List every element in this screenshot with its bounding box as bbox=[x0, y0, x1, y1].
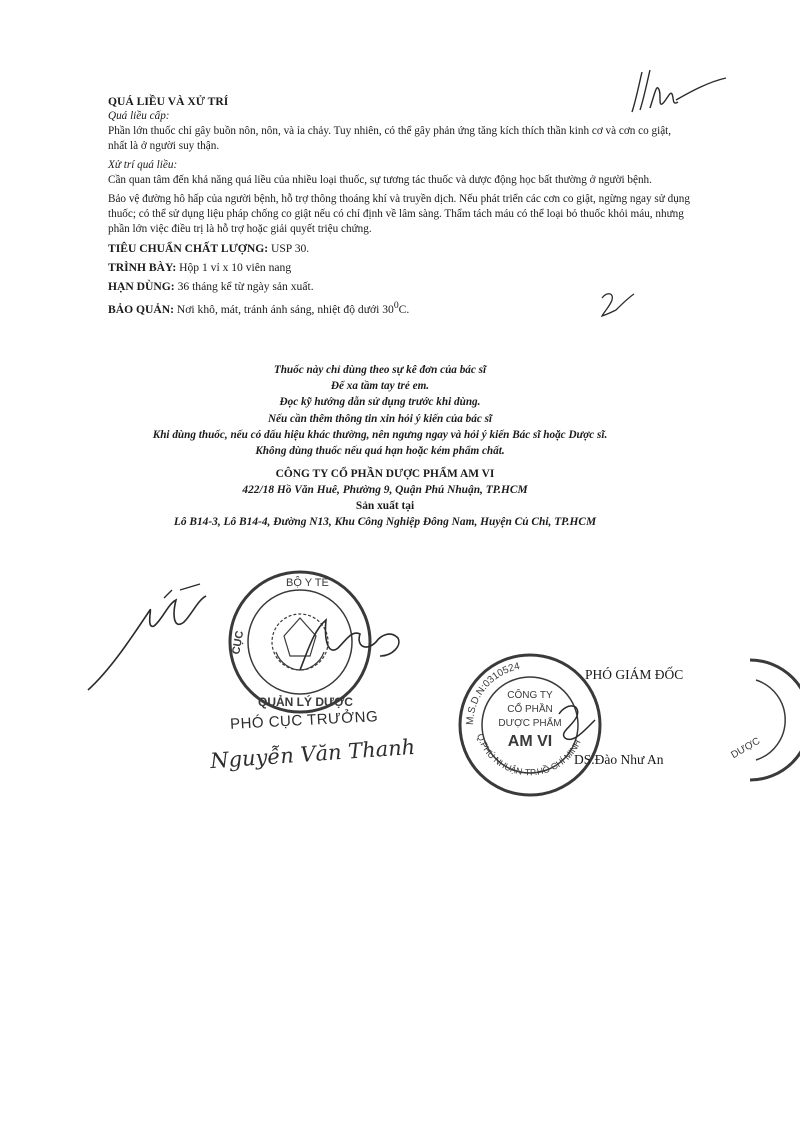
warning-line: Nếu cần thêm thông tin xin hỏi ý kiến của bác sĩ bbox=[267, 412, 493, 425]
warning-line: Thuốc này chỉ dùng theo sự kê đơn của bác sĩ bbox=[273, 364, 487, 376]
shelf-value: 36 tháng kể từ ngày sản xuất. bbox=[174, 280, 314, 293]
overdose-treatment-text-1: Cần quan tâm đến khả năng quá liều của nhiều loại thuốc, sự tương tác thuốc và dược động học bất thường ở người bệnh. bbox=[108, 174, 652, 186]
seal-top-text: BỘ Y TẾ bbox=[286, 577, 329, 589]
company-name: CÔNG TY CỔ PHẦN DƯỢC PHẨM AM VI bbox=[275, 468, 495, 480]
main-content bbox=[108, 94, 693, 321]
left-signer-role: PHÓ CỤC TRƯỞNG bbox=[229, 708, 379, 733]
warnings-block bbox=[100, 362, 660, 459]
factory-address: Lô B14-3, Lô B14-4, Đường N13, Khu Công Nghiệp Đông Nam, Huyện Củ Chi, TP.HCM bbox=[173, 516, 597, 528]
quality-label: TIÊU CHUẨN CHẤT LƯỢNG: bbox=[108, 242, 269, 255]
quality-standard bbox=[108, 241, 693, 256]
pack-value: Hộp 1 vỉ x 10 viên nang bbox=[176, 261, 292, 274]
stamp-line-1: CÔNG TY bbox=[507, 690, 553, 701]
storage-degree: 0 bbox=[393, 300, 399, 311]
warning-line: Để xa tầm tay trẻ em. bbox=[330, 380, 430, 393]
right-signer-name: DS.Đào Như An bbox=[574, 752, 664, 767]
stamp-ring-top-text: M.S.D.N:0310524 bbox=[464, 660, 521, 726]
pack-label: TRÌNH BÀY: bbox=[108, 261, 177, 274]
overdose-treatment-text-2: Bảo vệ đường hô hấp của người bệnh, hỗ trợ thông thoáng khí và truyền dịch. Nếu phát triển các cơn co giật, ngừng ngay sử dụng thuốc; có thể sử dụng liệu pháp chống co giật nếu có chỉ định về lâm sàng. Thẩm tách máu có thể loại bỏ thuốc khỏi máu, nhưng phần lớn việc điều trị là hỗ trợ hoặc giải quyết triệu chứng. bbox=[108, 193, 690, 235]
right-signer-role: PHÓ GIÁM ĐỐC bbox=[585, 667, 684, 682]
edge-partial-stamp bbox=[700, 650, 800, 790]
seal-left-text: CỤC bbox=[230, 629, 247, 656]
warning-line: Đọc kỹ hướng dẫn sử dụng trước khi dùng. bbox=[279, 396, 481, 409]
left-signer-name: Nguyễn Văn Thanh bbox=[209, 734, 416, 774]
packaging bbox=[108, 260, 693, 275]
acute-overdose-subtitle: Quá liều cấp: bbox=[108, 110, 170, 122]
overdose-treatment-subtitle: Xử trí quá liều: bbox=[108, 159, 178, 171]
company-block bbox=[120, 466, 650, 530]
company-stamp bbox=[455, 650, 605, 800]
shelf-label: HẠN DÙNG: bbox=[108, 280, 175, 293]
stamp-line-2: CỔ PHẦN bbox=[507, 704, 553, 715]
storage-label: BẢO QUẢN: bbox=[108, 302, 175, 316]
handwritten-number-mark bbox=[596, 290, 636, 320]
quality-value: USP 30. bbox=[268, 242, 310, 255]
storage-unit: C. bbox=[398, 302, 410, 316]
edge-stamp-text: DƯỢC bbox=[729, 735, 763, 762]
stamp-ring-bottom-text: Q.PHÚ NHUẬN-TP.HỒ CHÍ MINH bbox=[474, 732, 583, 778]
warning-line: Không dùng thuốc nếu quá hạn hoặc kém phẩm chất. bbox=[255, 445, 505, 458]
warning-line: Khi dùng thuốc, nếu có dấu hiệu khác thường, nên ngưng ngay và hỏi ý kiến Bác sĩ hoặc Dược sĩ. bbox=[152, 428, 608, 441]
made-at-label: Sản xuất tại bbox=[355, 500, 415, 512]
company-address: 422/18 Hồ Văn Huê, Phường 9, Quận Phú Nhuận, TP.HCM bbox=[242, 484, 528, 496]
seal-bottom-text: QUẢN LÝ DƯỢC bbox=[258, 695, 353, 709]
storage-value: Nơi khô, mát, tránh ánh sáng, nhiệt độ dưới 30 bbox=[174, 302, 394, 316]
stamp-line-4: AM VI bbox=[507, 733, 553, 750]
stamp-line-3: DƯỢC PHẨM bbox=[498, 718, 562, 729]
acute-overdose-text: Phần lớn thuốc chỉ gây buồn nôn, nôn, và ỉa chảy. Tuy nhiên, có thể gây phản ứng tăng kích thích thần kinh cơ và cơn co giật, nhất là ở người suy thận. bbox=[108, 125, 672, 152]
overdose-title: QUÁ LIỀU VÀ XỬ TRÍ bbox=[108, 95, 229, 108]
